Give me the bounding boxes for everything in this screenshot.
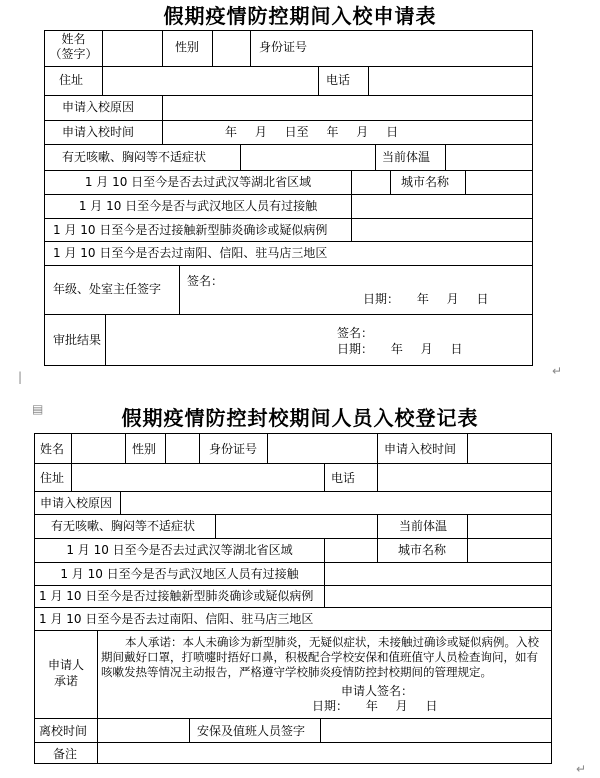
paragraph-mark-icon: ↵ [576, 762, 587, 776]
id-number-label: 身份证号 [209, 442, 258, 456]
applicant-signature-label: 申请人签名： [341, 684, 414, 698]
director-date-line: 日期： 年 月 日 [363, 292, 489, 306]
gender-label: 性别 [175, 40, 200, 54]
form2-title: 假期疫情防控封校期间人员入校登记表 [121, 406, 479, 430]
phone-label: 电话 [331, 471, 356, 485]
leave-time-label: 离校时间 [39, 724, 88, 738]
grade-director-sign-label: 年级、处室主任签字 [53, 282, 162, 296]
address-label: 住址 [40, 471, 65, 485]
symptom-label: 有无咳嗽、胸闷等不适症状 [62, 150, 207, 164]
gender-label: 性别 [132, 442, 157, 456]
entry-time-value: 年 月 日至 年 月 日 [225, 125, 399, 139]
phone-label: 电话 [326, 73, 351, 87]
entry-reason-label: 申请入校原因 [40, 496, 113, 510]
name-label: 姓名 [40, 442, 65, 456]
wuhan-contact-question: 1 月 10 日至今是否与武汉地区人员有过接触 [60, 567, 299, 581]
city-name-label: 城市名称 [401, 175, 450, 189]
hubei-question: 1 月 10 日至今是否去过武汉等湖北省区域 [84, 175, 312, 189]
pledge-label-line2: 承诺 [53, 674, 78, 688]
guard-signature-label: 安保及值班人员签字 [197, 724, 306, 738]
case-contact-question: 1 月 10 日至今是否过接触新型肺炎确诊或疑似病例 [39, 589, 314, 603]
name-sign-label: （签字） [49, 47, 98, 61]
henan-question: 1 月 10 日至今是否去过南阳、信阳、驻马店三地区 [39, 612, 314, 626]
paragraph-mark-icon: ↵ [552, 364, 563, 378]
name-label: 姓名 [61, 32, 86, 46]
approval-signature-label: 签名： [337, 326, 374, 340]
director-signature-label: 签名： [187, 274, 224, 288]
approval-result-label: 审批结果 [53, 333, 102, 347]
id-number-label: 身份证号 [259, 40, 308, 54]
temperature-label: 当前体温 [399, 519, 448, 533]
case-contact-question: 1 月 10 日至今是否过接触新型肺炎确诊或疑似病例 [53, 223, 328, 237]
page-icon: ▤ [32, 402, 44, 416]
hubei-question: 1 月 10 日至今是否去过武汉等湖北省区域 [66, 543, 293, 557]
approval-date-line: 日期： 年 月 日 [337, 342, 463, 356]
city-name-label: 城市名称 [398, 543, 447, 557]
form1-table [44, 30, 533, 366]
pledge-text: 本人承诺：本人未确诊为新型肺炎，无疑似症状，未接触过确诊或疑似病例。入校期间戴好口罩，打喷嚏时捂好口鼻，积极配合学校安保和值班值守人员检查询问，如有咳嗽发热等情况主动报告，严格遵守学校肺炎疫情防控封校期间的管理规定。 [101, 635, 539, 679]
text-cursor-mark: | [18, 370, 23, 384]
form2-table [34, 433, 552, 764]
entry-time-label: 申请入校时间 [384, 442, 457, 456]
address-label: 住址 [59, 73, 84, 87]
pledge-label-line1: 申请人 [47, 658, 84, 672]
remarks-label: 备注 [53, 747, 78, 761]
pledge-date-line: 日期： 年 月 日 [312, 699, 438, 713]
entry-reason-label: 申请入校原因 [62, 100, 135, 114]
entry-time-label: 申请入校时间 [62, 125, 135, 139]
wuhan-contact-question: 1 月 10 日至今是否与武汉地区人员有过接触 [78, 199, 318, 213]
temperature-label: 当前体温 [382, 150, 431, 164]
henan-question: 1 月 10 日至今是否去过南阳、信阳、驻马店三地区 [53, 246, 328, 260]
form1-title: 假期疫情防控期间入校申请表 [163, 4, 437, 28]
symptom-label: 有无咳嗽、胸闷等不适症状 [51, 519, 196, 533]
